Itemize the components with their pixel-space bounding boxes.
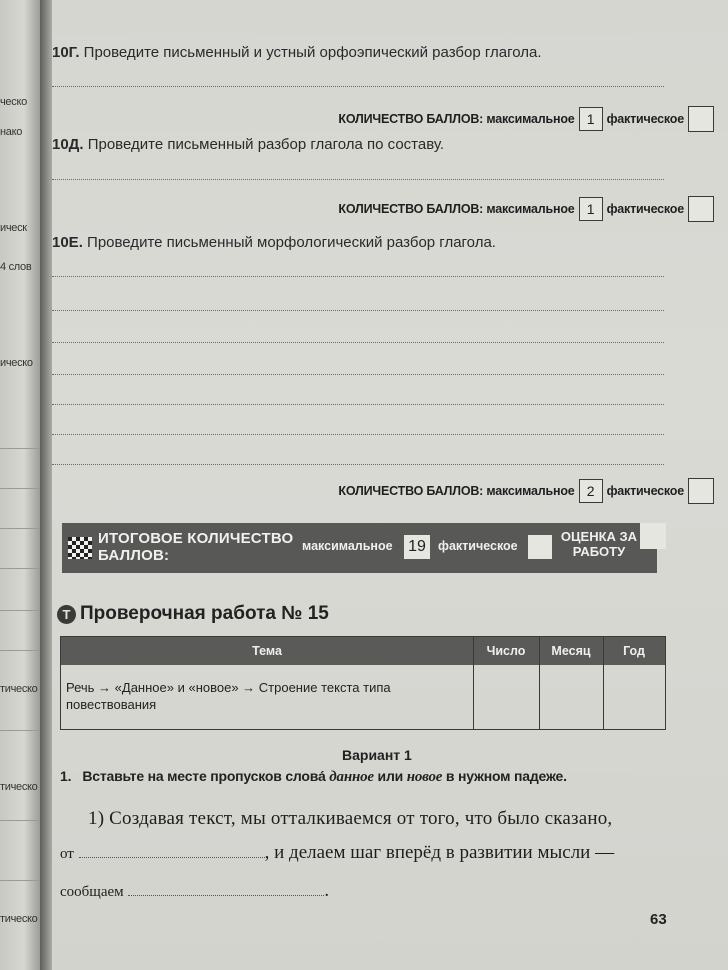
task-text: Проведите письменный разбор глагола по составу. xyxy=(87,136,445,153)
task-number: 10Е. xyxy=(52,234,83,251)
grade-label: ОЦЕНКА ЗА РАБОТУ xyxy=(560,529,638,559)
score-actual-label: фактическое xyxy=(606,112,684,126)
score-max-value: 1 xyxy=(579,197,603,221)
table-divider xyxy=(539,637,540,729)
total-actual-label: фактическое xyxy=(438,539,518,553)
score-actual-box[interactable] xyxy=(688,106,714,132)
question-text: Вставьте на месте пропусков слова́ xyxy=(82,768,330,784)
blank-field[interactable] xyxy=(79,843,265,858)
left-page-rule xyxy=(0,820,40,821)
exercise-line-2 xyxy=(60,842,614,864)
task-10d xyxy=(52,136,444,153)
task-10e xyxy=(52,234,496,251)
left-page-rule xyxy=(0,730,40,731)
exercise-text: от xyxy=(60,846,74,862)
table-divider xyxy=(473,637,474,729)
score-actual-box[interactable] xyxy=(688,478,714,504)
question-number: 1. xyxy=(60,768,72,784)
task-10g xyxy=(52,44,542,61)
answer-line[interactable] xyxy=(52,464,664,465)
left-page-rule xyxy=(0,528,40,529)
variant-heading: Вариант 1 xyxy=(342,747,412,763)
left-page-fragment: ческо xyxy=(0,96,27,108)
total-max-label: максимальное xyxy=(302,539,393,553)
score-row-10d xyxy=(338,196,714,222)
left-page-rule xyxy=(0,610,40,611)
header-year: Год xyxy=(623,644,645,658)
left-page-fragment: ическ xyxy=(0,222,27,234)
total-actual-box[interactable] xyxy=(528,535,552,559)
word-given: данное xyxy=(329,769,374,785)
page-number: 63 xyxy=(650,911,667,928)
score-max-label: КОЛИЧЕСТВО БАЛЛОВ: максимальное xyxy=(338,484,575,498)
total-score-banner xyxy=(62,523,657,573)
header-topic: Тема xyxy=(252,644,282,658)
test-title: Проверочная работа № 15 xyxy=(80,603,329,624)
task-number: 10Г. xyxy=(52,44,80,61)
exercise-line-1: 1) Создавая текст, мы отталкиваемся от того, что было сказано, xyxy=(88,808,613,829)
header-day: Число xyxy=(486,644,526,658)
answer-line[interactable] xyxy=(52,86,664,87)
answer-line[interactable] xyxy=(52,276,664,277)
score-row-10g xyxy=(338,106,714,132)
score-max-label: КОЛИЧЕСТВО БАЛЛОВ: максимальное xyxy=(338,112,575,126)
score-max-value: 2 xyxy=(579,479,603,503)
left-page-fragment: тическо xyxy=(0,913,38,925)
task-number: 10Д. xyxy=(52,136,84,153)
left-page-fragment: тическо xyxy=(0,683,38,695)
topic-table xyxy=(60,636,666,730)
topic-cell: Речь → «Данное» и «новое» → Строение текста типа повествования xyxy=(66,680,391,712)
left-page-fragment: нако xyxy=(0,126,23,138)
grade-box[interactable] xyxy=(640,523,666,549)
score-actual-label: фактическое xyxy=(606,484,684,498)
left-page-rule xyxy=(0,568,40,569)
left-page-fragment: 4 слов xyxy=(0,261,32,273)
left-page-rule xyxy=(0,488,40,489)
task-text: Проведите письменный морфологический разбор глагола. xyxy=(87,234,496,251)
score-max-value: 1 xyxy=(579,107,603,131)
left-page-rule xyxy=(0,880,40,881)
blank-field[interactable] xyxy=(128,881,324,896)
score-actual-box[interactable] xyxy=(688,196,714,222)
question-text: в нужном падеже. xyxy=(442,768,567,784)
answer-line[interactable] xyxy=(52,434,664,435)
score-max-label: КОЛИЧЕСТВО БАЛЛОВ: максимальное xyxy=(338,202,575,216)
test-icon: Т xyxy=(57,605,76,624)
topic-table-header xyxy=(61,637,665,665)
answer-line[interactable] xyxy=(52,374,664,375)
question-text: или xyxy=(373,768,407,784)
total-max-value: 19 xyxy=(404,535,430,559)
table-divider xyxy=(603,637,604,729)
left-page-fragment: ическо xyxy=(0,357,33,369)
exercise-text: . xyxy=(324,880,330,901)
word-new: новое xyxy=(406,769,443,785)
left-page-rule xyxy=(0,650,40,651)
question-1 xyxy=(60,768,567,786)
task-text: Проведите письменный и устный орфоэпический разбор глагола. xyxy=(83,44,542,61)
total-title: ИТОГОВОЕ КОЛИЧЕСТВО БАЛЛОВ: xyxy=(98,530,294,564)
exercise-text: , и делаем шаг вперёд в развитии мысли — xyxy=(264,842,615,863)
workbook-page xyxy=(52,0,728,970)
answer-line[interactable] xyxy=(52,310,664,311)
header-month: Месяц xyxy=(551,644,591,658)
left-page-edge xyxy=(0,0,40,970)
score-row-10e xyxy=(338,478,714,504)
left-page-rule xyxy=(0,448,40,449)
left-page-fragment: тическо xyxy=(0,781,38,793)
answer-line[interactable] xyxy=(52,179,664,180)
exercise-text: сообщаем xyxy=(60,884,124,900)
exercise-line-3 xyxy=(60,880,329,902)
answer-line[interactable] xyxy=(52,342,664,343)
score-actual-label: фактическое xyxy=(606,202,684,216)
answer-line[interactable] xyxy=(52,404,664,405)
checkered-flag-icon xyxy=(68,537,92,559)
